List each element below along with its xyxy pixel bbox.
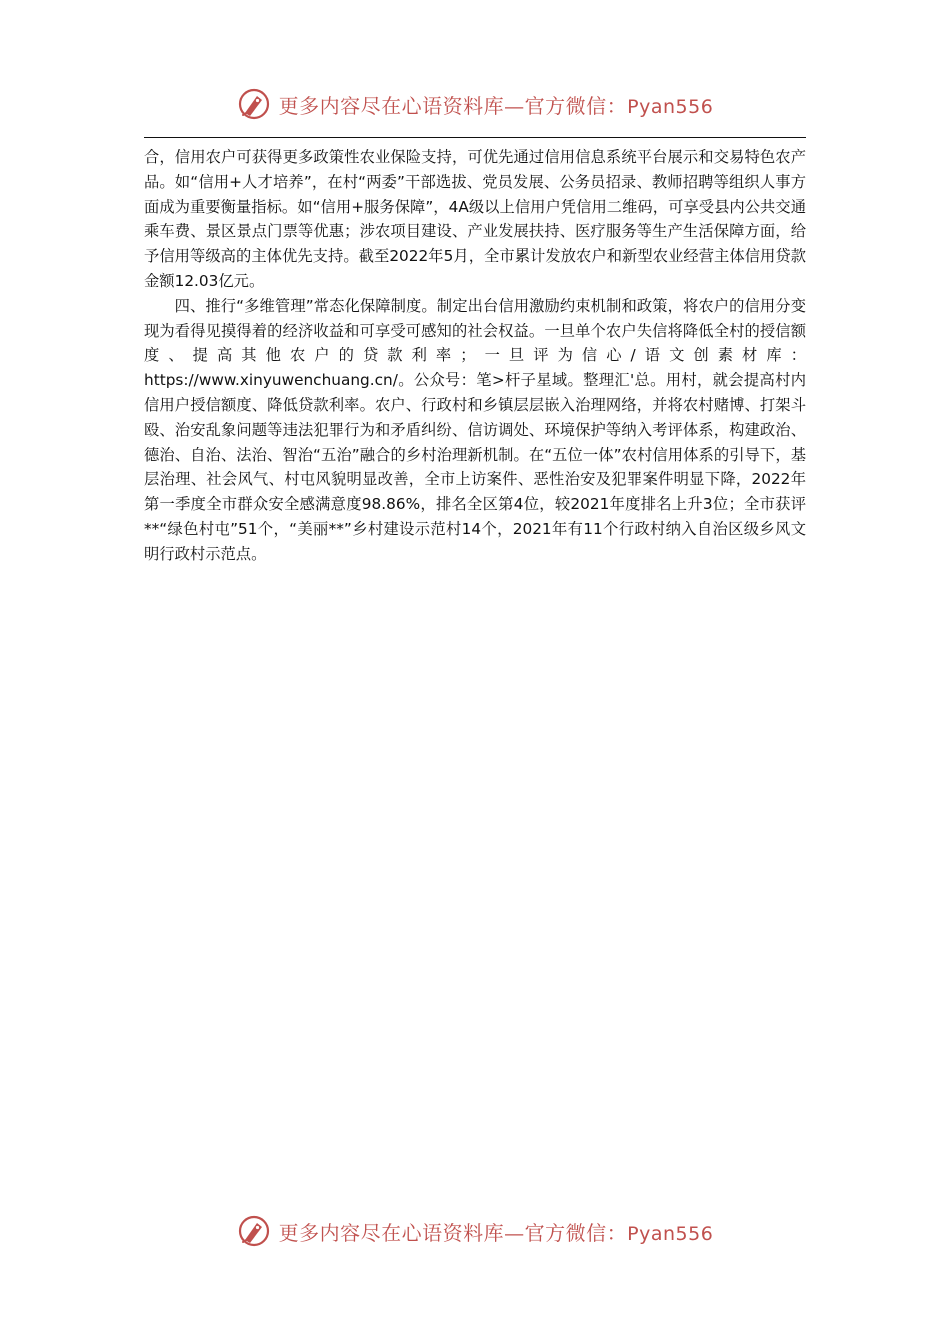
header-rule: [144, 137, 806, 138]
banner-separator: —: [504, 1220, 525, 1245]
banner-main-text: 更多内容尽在心语资料库: [278, 1220, 505, 1245]
footer-banner: [0, 1211, 950, 1251]
pen-nib-logo-icon: [237, 1214, 271, 1248]
banner-text: [279, 90, 714, 119]
banner-text: [279, 1217, 714, 1246]
document-body: [144, 145, 806, 567]
banner-contact-id: Pyan556: [627, 1222, 714, 1245]
banner-contact-label: 官方微信：: [524, 1220, 628, 1245]
banner-contact-label: 官方微信：: [524, 93, 628, 118]
pen-nib-logo-icon: [237, 87, 271, 121]
banner-contact-id: Pyan556: [627, 95, 714, 118]
header-banner: [0, 84, 950, 124]
banner-separator: —: [504, 93, 525, 118]
paragraph-continuation: 合，信用农户可获得更多政策性农业保险支持，可优先通过信用信息系统平台展示和交易特色农产品。如“信用+人才培养”，在村“两委”干部选拔、党员发展、公务员招录、教师招聘等组织人事方面成为重要衡量指标。如“信用+服务保障”，4A级以上信用户凭信用二维码，可享受县内公共交通乘车费、景区景点门票等优惠；涉农项目建设、产业发展扶持、医疗服务等生产生活保障方面，给予信用等级高的主体优先支持。截至2022年5月，全市累计发放农户和新型农业经营主体信用贷款金额12.03亿元。: [144, 148, 806, 290]
banner-main-text: 更多内容尽在心语资料库: [278, 93, 505, 118]
paragraph-section-four: 四、推行“多维管理”常态化保障制度。制定出台信用激励约束机制和政策，将农户的信用分变现为看得见摸得着的经济收益和可享受可感知的社会权益。一旦单个农户失信将降低全村的授信额度、提高其他农户的贷款利率；一旦评为信心/语文创素材库：https://www.xinyuwenchuang.cn/。公众号：笔>杆子星域。整理汇'总。用村，就会提高村内信用户授信额度、降低贷款利率。农户、行政村和乡镇层层嵌入治理网络，并将农村赌博、打架斗殴、治安乱象问题等违法犯罪行为和矛盾纠纷、信访调处、环境保护等纳入考评体系，构建政治、德治、自治、法治、智治“五治”融合的乡村治理新机制。在“五位一体”农村信用体系的引导下，基层治理、社会风气、村屯风貌明显改善，全市上访案件、恶性治安及犯罪案件明显下降，2022年第一季度全市群众安全感满意度98.86%，排名全区第4位，较2021年度排名上升3位；全市获评**“绿色村屯”51个，“美丽**”乡村建设示范村14个，2021年有11个行政村纳入自治区级乡风文明行政村示范点。: [144, 296, 806, 563]
